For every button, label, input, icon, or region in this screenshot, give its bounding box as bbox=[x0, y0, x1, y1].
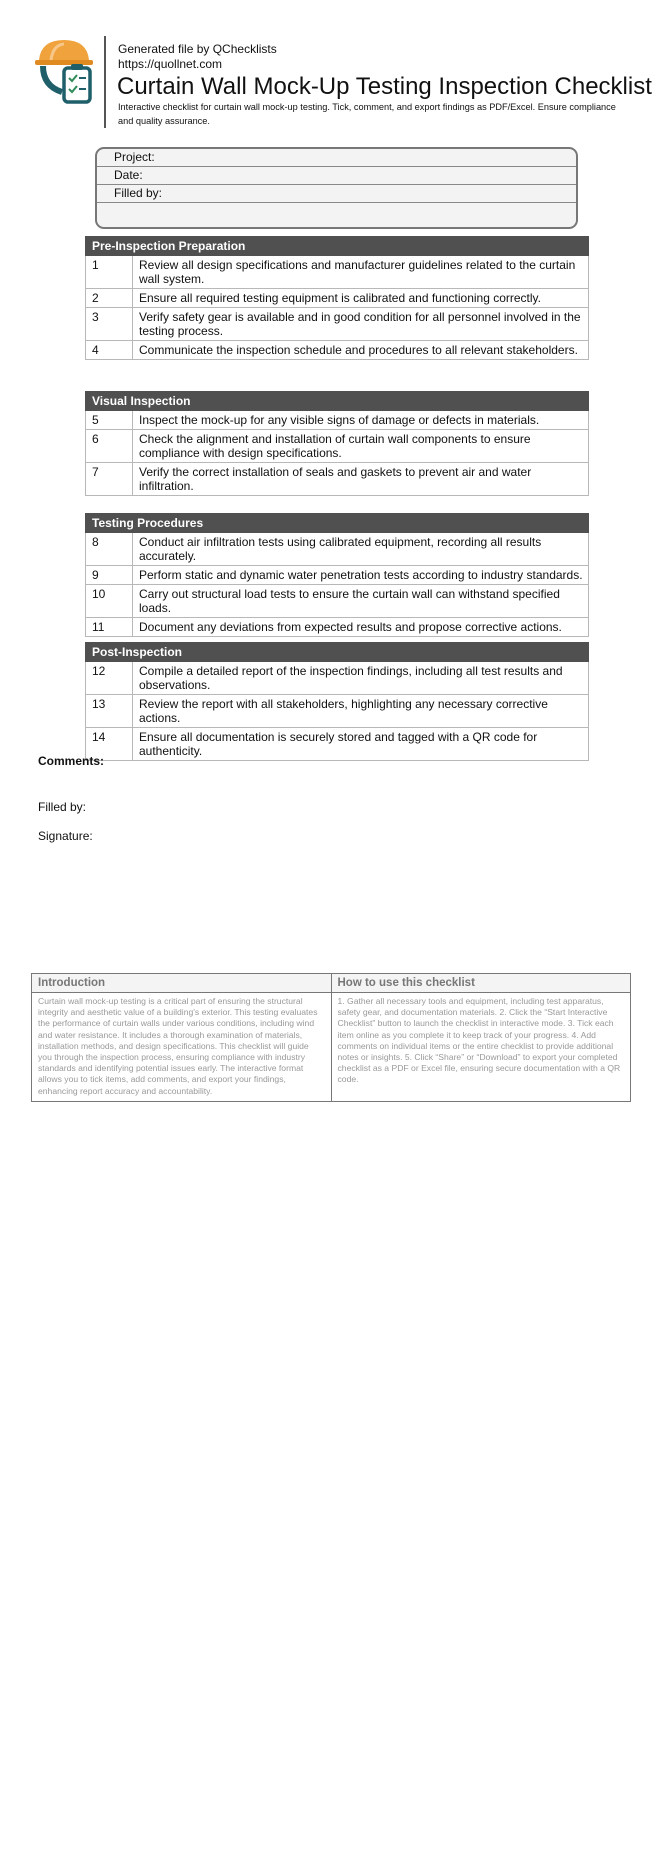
page-title: Curtain Wall Mock-Up Testing Inspection Checklist bbox=[117, 73, 652, 100]
item-number: 10 bbox=[86, 585, 133, 617]
how-to-column bbox=[332, 974, 631, 1101]
item-text: Conduct air infiltration tests using calibrated equipment, recording all results accurately. bbox=[139, 535, 542, 563]
item-number: 13 bbox=[86, 695, 133, 727]
checklist-item[interactable] bbox=[85, 585, 589, 618]
section-header: Testing Procedures bbox=[85, 513, 589, 533]
checklist-item[interactable] bbox=[85, 566, 589, 585]
item-number: 2 bbox=[86, 289, 133, 307]
document-header bbox=[34, 36, 652, 132]
introduction-text: Curtain wall mock-up testing is a critical part of ensuring the structural integrity and aesthetic value of a building's exterior. This testing evaluates the performance of curtain walls under various conditions, including wind and water resistance. It includes a thorough examination of materials, installation methods, and design specifications. This checklist will guide you through the inspection process, ensuring compliance with industry standards and identifying potential issues early. The interactive format allows you to tick items, add comments, and export your findings, enhancing report accuracy and accountability. bbox=[38, 996, 318, 1096]
checklist-item[interactable] bbox=[85, 411, 589, 430]
item-text: Ensure all documentation is securely stored and tagged with a QR code for authenticity. bbox=[139, 730, 538, 758]
introduction-column bbox=[32, 974, 332, 1101]
how-to-text: 1. Gather all necessary tools and equipment, including test apparatus, safety gear, and documentation materials. 2. Click the “Start Interactive Checklist” button to launch the checklist in interactive mode. 3. Tick each item online as you complete it to keep track of your progress. 4. Add comments on individual items or the entire checklist to provide additional notes or insights. 5. Click “Share” or “Download” to export your completed checklist as a PDF or Excel file, ensuring secure documentation with a QR code. bbox=[337, 996, 621, 1085]
info-blank-row bbox=[97, 203, 576, 220]
item-text: Carry out structural load tests to ensure the curtain wall can withstand specified loads. bbox=[139, 587, 560, 615]
item-text: Ensure all required testing equipment is calibrated and functioning correctly. bbox=[139, 291, 541, 305]
item-text: Compile a detailed report of the inspection findings, including all test results and observations. bbox=[139, 664, 563, 692]
info-box bbox=[95, 147, 578, 229]
item-text: Communicate the inspection schedule and procedures to all relevant stakeholders. bbox=[139, 343, 578, 357]
how-to-title: How to use this checklist bbox=[332, 974, 631, 993]
filled-by-label: Filled by: bbox=[38, 800, 87, 814]
item-text: Document any deviations from expected results and propose corrective actions. bbox=[139, 620, 562, 634]
section-post-inspection bbox=[85, 642, 589, 761]
introduction-title: Introduction bbox=[32, 974, 331, 993]
checklist-item[interactable] bbox=[85, 728, 589, 761]
item-number: 8 bbox=[86, 533, 133, 565]
footer-info-table bbox=[31, 973, 631, 1102]
item-text: Verify the correct installation of seals and gaskets to prevent air and water infiltration. bbox=[139, 465, 532, 493]
checklist-item[interactable] bbox=[85, 308, 589, 341]
checklist-item[interactable] bbox=[85, 463, 589, 496]
header-divider bbox=[104, 36, 106, 128]
checklist-item[interactable] bbox=[85, 618, 589, 637]
item-text: Check the alignment and installation of curtain wall components to ensure compliance with design specifications. bbox=[139, 432, 531, 460]
item-number: 4 bbox=[86, 341, 133, 359]
item-number: 1 bbox=[86, 256, 133, 288]
date-field[interactable]: Date: bbox=[97, 167, 576, 185]
signature-label: Signature: bbox=[38, 829, 93, 843]
item-text: Verify safety gear is available and in good condition for all personnel involved in the testing process. bbox=[139, 310, 581, 338]
section-testing-procedures bbox=[85, 513, 589, 637]
page-description: Interactive checklist for curtain wall mock-up testing. Tick, comment, and export findings as PDF/Excel. Ensure compliance and quality assurance. bbox=[118, 102, 616, 126]
section-header: Visual Inspection bbox=[85, 391, 589, 411]
section-pre-inspection bbox=[85, 236, 589, 360]
item-number: 14 bbox=[86, 728, 133, 760]
item-number: 5 bbox=[86, 411, 133, 429]
filled-by-field[interactable]: Filled by: bbox=[97, 185, 576, 203]
comments-label: Comments: bbox=[38, 754, 105, 768]
item-number: 6 bbox=[86, 430, 133, 462]
item-text: Review the report with all stakeholders, highlighting any necessary corrective actions. bbox=[139, 697, 548, 725]
section-header: Pre-Inspection Preparation bbox=[85, 236, 589, 256]
item-number: 12 bbox=[86, 662, 133, 694]
checklist-item[interactable] bbox=[85, 256, 589, 289]
checklist-item[interactable] bbox=[85, 341, 589, 360]
project-field[interactable]: Project: bbox=[97, 149, 576, 167]
checklist-item[interactable] bbox=[85, 430, 589, 463]
generated-by-text: Generated file by QChecklists bbox=[118, 42, 277, 56]
checklist-item[interactable] bbox=[85, 533, 589, 566]
item-number: 9 bbox=[86, 566, 133, 584]
item-text: Review all design specifications and manufacturer guidelines related to the curtain wall system. bbox=[139, 258, 576, 286]
item-text: Inspect the mock-up for any visible signs of damage or defects in materials. bbox=[139, 413, 540, 427]
item-number: 3 bbox=[86, 308, 133, 340]
item-number: 11 bbox=[86, 618, 133, 636]
hardhat-checklist-logo-icon bbox=[34, 36, 104, 116]
checklist-item[interactable] bbox=[85, 662, 589, 695]
section-visual-inspection bbox=[85, 391, 589, 496]
source-url[interactable]: https://quollnet.com bbox=[118, 57, 223, 71]
checklist-item[interactable] bbox=[85, 695, 589, 728]
section-header: Post-Inspection bbox=[85, 642, 589, 662]
checklist-item[interactable] bbox=[85, 289, 589, 308]
item-text: Perform static and dynamic water penetration tests according to industry standards. bbox=[139, 568, 583, 582]
item-number: 7 bbox=[86, 463, 133, 495]
